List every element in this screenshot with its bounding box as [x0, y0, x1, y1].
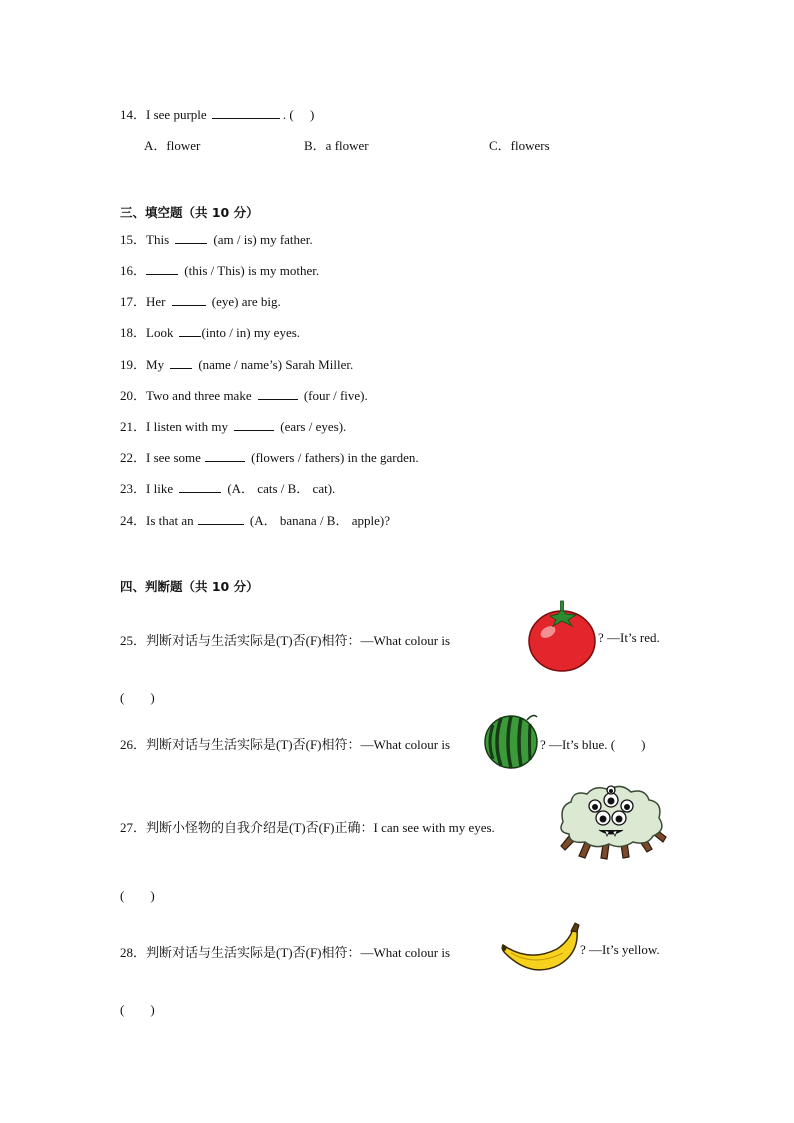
section-4-heading: 四、判断题（共 10 分） [120, 579, 259, 594]
question-18: 18．Look (into / in) my eyes. [120, 325, 301, 340]
question-22: 22．I see some (flowers / fathers) in the garden. [120, 450, 419, 465]
question-21: 21．I listen with my (ears / eyes). [120, 419, 347, 434]
question-19: 19．My (name / name’s) Sarah Miller. [120, 357, 354, 372]
question-24: 24．Is that an (A． banana / B． apple)? [120, 513, 390, 528]
question-26: 26．判断对话与生活实际是(T)否(F)相符：—What colour is [120, 737, 451, 752]
option-a[interactable]: A．flower [144, 138, 201, 153]
option-c[interactable]: C．flowers [489, 138, 550, 153]
answer-paren[interactable]: ( ) [289, 107, 315, 122]
answer-blank[interactable] [179, 324, 201, 337]
answer-blank[interactable] [234, 418, 274, 431]
answer-paren[interactable]: ( ) [610, 737, 646, 752]
answer-paren[interactable]: ( ) [120, 690, 155, 705]
q25-answer-text: ? —It’s red. [598, 630, 660, 645]
tomato-icon [526, 600, 598, 674]
question-15: 15．This (am / is) my father. [120, 232, 313, 247]
question-16: 16． (this / This) is my mother. [120, 263, 320, 278]
answer-blank[interactable] [205, 449, 245, 462]
answer-paren[interactable]: ( ) [120, 1002, 155, 1017]
answer-blank[interactable] [172, 293, 206, 306]
question-25: 25．判断对话与生活实际是(T)否(F)相符：—What colour is [120, 633, 451, 648]
question-20: 20．Two and three make (four / five). [120, 388, 368, 403]
answer-blank[interactable] [146, 262, 178, 275]
answer-blank[interactable] [198, 512, 244, 525]
q26-answer-text: ? —It’s blue. ( ) [540, 737, 646, 752]
monster-icon [555, 782, 671, 862]
banana-icon [499, 923, 581, 975]
answer-paren[interactable]: ( ) [120, 888, 155, 903]
question-number: 14． [120, 107, 147, 122]
answer-blank[interactable] [170, 356, 192, 369]
question-28: 28．判断对话与生活实际是(T)否(F)相符：—What colour is [120, 945, 451, 960]
answer-blank[interactable] [175, 231, 207, 244]
section-3-heading: 三、填空题（共 10 分） [120, 205, 259, 220]
answer-blank[interactable] [258, 387, 298, 400]
option-b[interactable]: B．a flower [304, 138, 369, 153]
answer-blank[interactable] [212, 106, 280, 119]
question-14: 14．I see purple . ( ) [120, 104, 314, 123]
question-text: I see purple [146, 107, 207, 122]
q28-answer-text: ? —It’s yellow. [580, 942, 660, 957]
answer-blank[interactable] [179, 480, 221, 493]
question-17: 17．Her (eye) are big. [120, 294, 281, 309]
question-23: 23．I like (A． cats / B． cat). [120, 481, 336, 496]
watermelon-icon [483, 711, 541, 769]
question-27: 27．判断小怪物的自我介绍是(T)否(F)正确：I can see with my eyes. [120, 820, 495, 835]
